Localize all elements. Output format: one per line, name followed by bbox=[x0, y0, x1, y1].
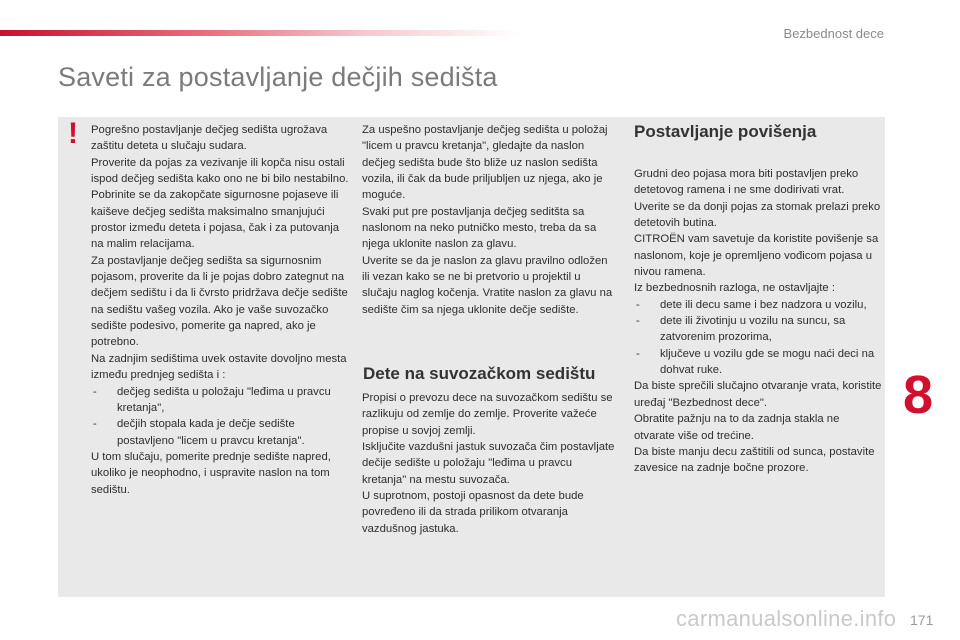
paragraph: Svaki put pre postavljanja dečjeg seditšta sa naslonom na neko putničko mesto, treba da sa njega uklonite naslon za glavu. bbox=[362, 205, 597, 251]
booster-section bbox=[634, 166, 882, 477]
list-item bbox=[91, 416, 351, 449]
header-accent-bar bbox=[0, 30, 520, 36]
paragraph: Grudni deo pojasa mora biti postavljen preko detetovog ramena i ne sme dodirivati vrat. bbox=[634, 168, 859, 197]
list-item-text: dečjeg sedišta u položaju "leđima u pravcu kretanja", bbox=[117, 385, 331, 414]
headrest-column bbox=[362, 122, 617, 318]
list-dash: - bbox=[636, 347, 640, 360]
paragraph: U suprotnom, postoji opasnost da dete bude povređeno ili da strada prilikom otvaranja vazdušnog jastuka. bbox=[362, 490, 584, 535]
paragraph: U tom slučaju, pomerite prednje sedište napred, ukoliko je neophodno, i uspravite naslon na tom sedištu. bbox=[91, 450, 331, 496]
list-dash: - bbox=[93, 385, 97, 398]
section-heading-booster: Postavljanje povišenja bbox=[634, 122, 817, 141]
warning-column bbox=[91, 122, 351, 498]
list-item bbox=[634, 346, 882, 379]
paragraph: Pogrešno postavljanje dečjeg sedišta ugrožava zaštitu deteta u slučaju sudara. bbox=[91, 124, 328, 153]
chapter-number: 8 bbox=[903, 365, 934, 425]
paragraph: Isključite vazdušni jastuk suvozača čim postavljate dečije sedište u položaju "leđima u pravcu kretanja" na mestu suvozača. bbox=[362, 441, 615, 486]
paragraph: Na zadnjim sedištima uvek ostavite dovoljno mesta između prednjeg sedišta i : bbox=[91, 352, 347, 382]
page-title: Saveti za postavljanje dečjih sedišta bbox=[58, 62, 498, 92]
paragraph: Da biste sprečili slučajno otvaranje vrata, koristite uređaj "Bezbednost dece". bbox=[634, 380, 882, 409]
page-number: 171 bbox=[910, 612, 934, 628]
paragraph: Iz bezbednosnih razloga, ne ostavljajte : bbox=[634, 282, 835, 295]
list-item bbox=[634, 313, 882, 346]
paragraph: Propisi o prevozu dece na suvozačkom sedištu se razlikuju od zemlje do zemlje. Proverite važeće propise u sovjoj zemlji. bbox=[362, 392, 613, 437]
list-item bbox=[634, 297, 882, 313]
paragraph: Proverite da pojas za vezivanje ili kopča nisu ostali ispod dečjeg sedišta kako ono ne bi bilo nestabilno. bbox=[91, 156, 349, 186]
list-dash: - bbox=[636, 298, 640, 311]
front-passenger-section bbox=[362, 390, 617, 537]
paragraph: Uverite se da je naslon za glavu pravilno odložen ili vezan kako se ne bi pretvorio u projektil u slučaju naglog kočenja. Vratite naslon za glavu na sedište čim sa njega uklonite dečje sedište. bbox=[362, 254, 613, 316]
list-item-text: ključeve u vozilu gde se mogu naći deci na dohvat ruke. bbox=[660, 347, 875, 377]
paragraph: Da biste manju decu zaštitili od sunca, postavite zavesice na zadnje bočne prozore. bbox=[634, 445, 875, 475]
paragraph: Za uspešno postavljanje dečjeg sedišta u položaj "licem u pravcu kretanja", gledajte da naslon dečjeg sedišta bude što bliže uz naslon sedišta vozila, ili čak da bude priljubljen uz njega, ako je moguće. bbox=[362, 124, 608, 202]
paragraph: Za postavljanje dečjeg sedišta sa sigurnosnim pojasom, proverite da li je pojas dobro zategnut na dečjem sedištu i da li čvrsto pridržava dečje sedište na sedištu vašeg vozila. Ako je vaše suvozačko sedište podesivo, pomerite ga napred, ako je potrebno. bbox=[91, 254, 348, 349]
list-item-text: dete ili decu same i bez nadzora u vozilu, bbox=[660, 298, 867, 311]
paragraph: Obratite pažnju na to da zadnja stakla ne otvarate više od trećine. bbox=[634, 413, 840, 442]
warning-icon: ! bbox=[68, 117, 78, 150]
paragraph: CITROËN vam savetuje da koristite povišenje sa naslonom, koje je opremljeno vođicom pojasa u nivou ramena. bbox=[634, 233, 879, 279]
list-dash: - bbox=[636, 315, 640, 328]
list-item-text: dečjih stopala kada je dečje sedište postavljeno "licem u pravcu kretanja". bbox=[117, 418, 305, 447]
list-item bbox=[91, 384, 351, 417]
list-dash: - bbox=[93, 418, 97, 431]
watermark: carmanualsonline.info bbox=[676, 606, 897, 631]
section-heading-front-passenger: Dete na suvozačkom sedištu bbox=[363, 364, 596, 383]
paragraph: Uverite se da donji pojas za stomak prelazi preko detetovih butina. bbox=[634, 200, 881, 230]
section-label: Bezbednost dece bbox=[783, 26, 884, 41]
paragraph: Pobrinite se da zakopčate sigurnosne pojaseve ili kaiševe dečjeg sedišta maksimalno smanjujući prostor između deteta i pojasa, čak i za putovanja na malim relacijama. bbox=[91, 189, 340, 251]
list-item-text: dete ili životinju u vozilu na suncu, sa zatvorenim prozorima, bbox=[660, 315, 846, 344]
